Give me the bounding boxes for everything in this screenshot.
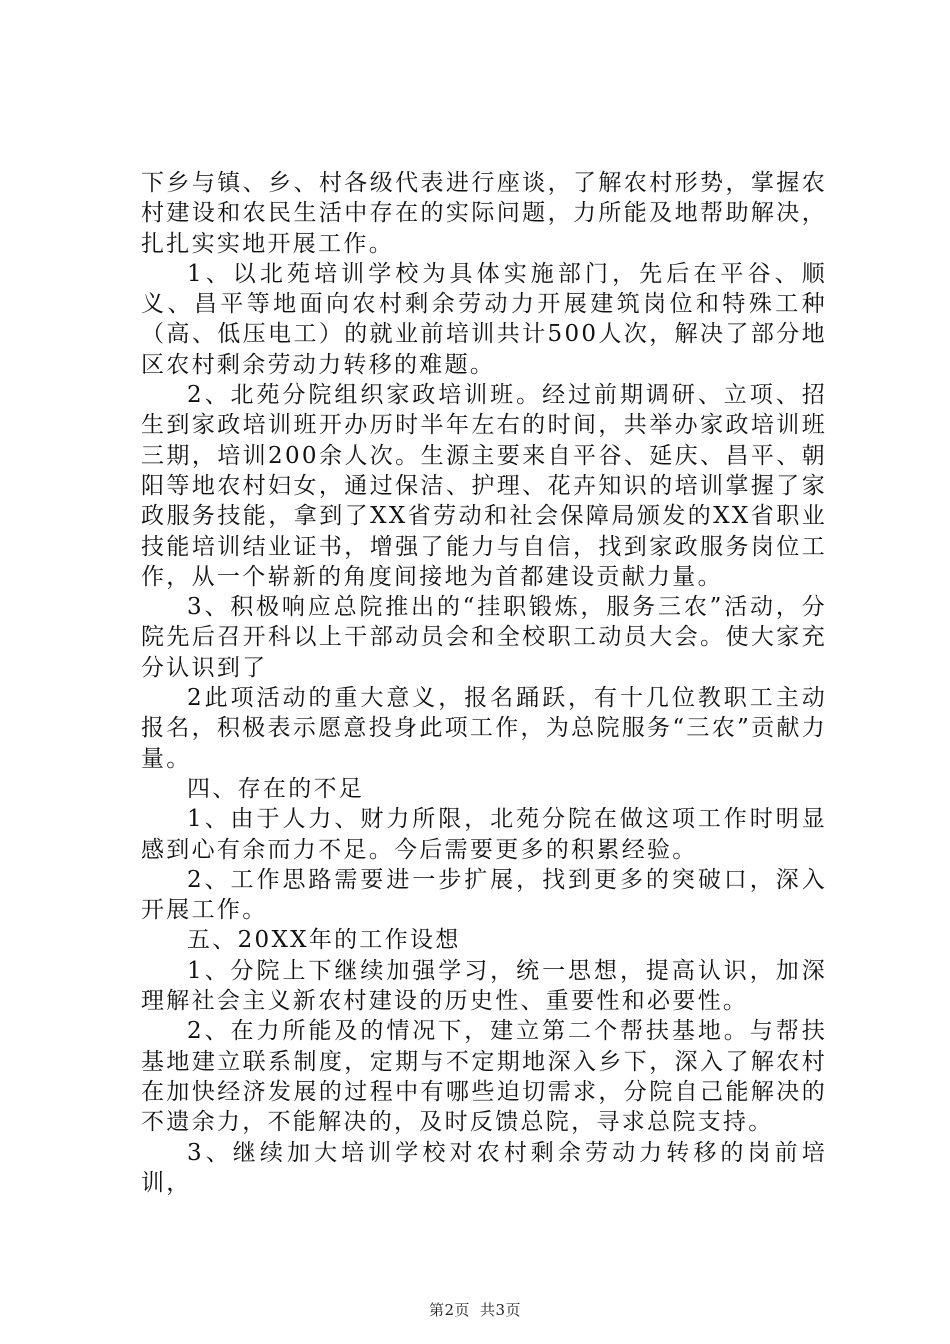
section-heading-shortcomings: 四、存在的不足 bbox=[187, 775, 365, 802]
page-number: 第2页 bbox=[428, 1301, 470, 1319]
paragraph-12: 3、继续加大培训学校对农村剩余劳动力转移的岗前培训， bbox=[141, 1139, 827, 1196]
paragraph-4: 3、积极响应总院推出的“挂职锻炼，服务三农”活动，分院先后召开科以上干部动员会和全校职工动员大会。使大家充分认识到了 bbox=[141, 594, 827, 681]
section-heading-plans: 五、20XX年的工作设想 bbox=[187, 927, 461, 954]
paragraph-8: 2、工作思路需要进一步扩展，找到更多的突破口，深入开展工作。 bbox=[141, 866, 827, 924]
paragraph-10: 1、分院上下继续加强学习，统一思想，提高认识，加深理解社会主义新农村建设的历史性、重要性和必要性。 bbox=[141, 957, 827, 1015]
page-footer bbox=[0, 1299, 950, 1320]
paragraph-1: 下乡与镇、乡、村各级代表进行座谈，了解农村形势，掌握农村建设和农民生活中存在的实际问题，力所能及地帮助解决，扎扎实实地开展工作。 bbox=[141, 170, 827, 257]
page-total: 共3页 bbox=[480, 1301, 522, 1319]
paragraph-2: 1、以北苑培训学校为具体实施部门，先后在平谷、顺义、昌平等地面向农村剩余劳动力开展建筑岗位和特殊工种（高、低压电工）的就业前培训共计500人次，解决了部分地区农村剩余劳动力转移的难题。 bbox=[141, 260, 827, 378]
paragraph-11: 2、在力所能及的情况下，建立第二个帮扶基地。与帮扶基地建立联系制度，定期与不定期地深入乡下，深入了解农村在加快经济发展的过程中有哪些迫切需求，分院自己能解决的不遗余力，不能解决的，及时反馈总院，寻求总院支持。 bbox=[141, 1018, 827, 1136]
paragraph-5: 2此项活动的重大意义，报名踊跃，有十几位教职工主动报名，积极表示愿意投身此项工作，为总院服务“三农”贡献力量。 bbox=[141, 685, 827, 772]
paragraph-3: 2、北苑分院组织家政培训班。经过前期调研、立项、招生到家政培训班开办历时半年左右的时间，共举办家政培训班三期，培训200余人次。生源主要来自平谷、延庆、昌平、朝阳等地农村妇女，通过保洁、护理、花卉知识的培训掌握了家政服务技能，拿到了XX省劳动和社会保障局颁发的XX省职业技能培训结业证书，增强了能力与自信，找到家政服务岗位工作，从一个崭新的角度间接地为首都建设贡献力量。 bbox=[141, 382, 827, 590]
paragraph-7: 1、由于人力、财力所限，北苑分院在做这项工作时明显感到心有余而力不足。今后需要更多的积累经验。 bbox=[141, 806, 827, 863]
document-body bbox=[141, 168, 827, 1198]
